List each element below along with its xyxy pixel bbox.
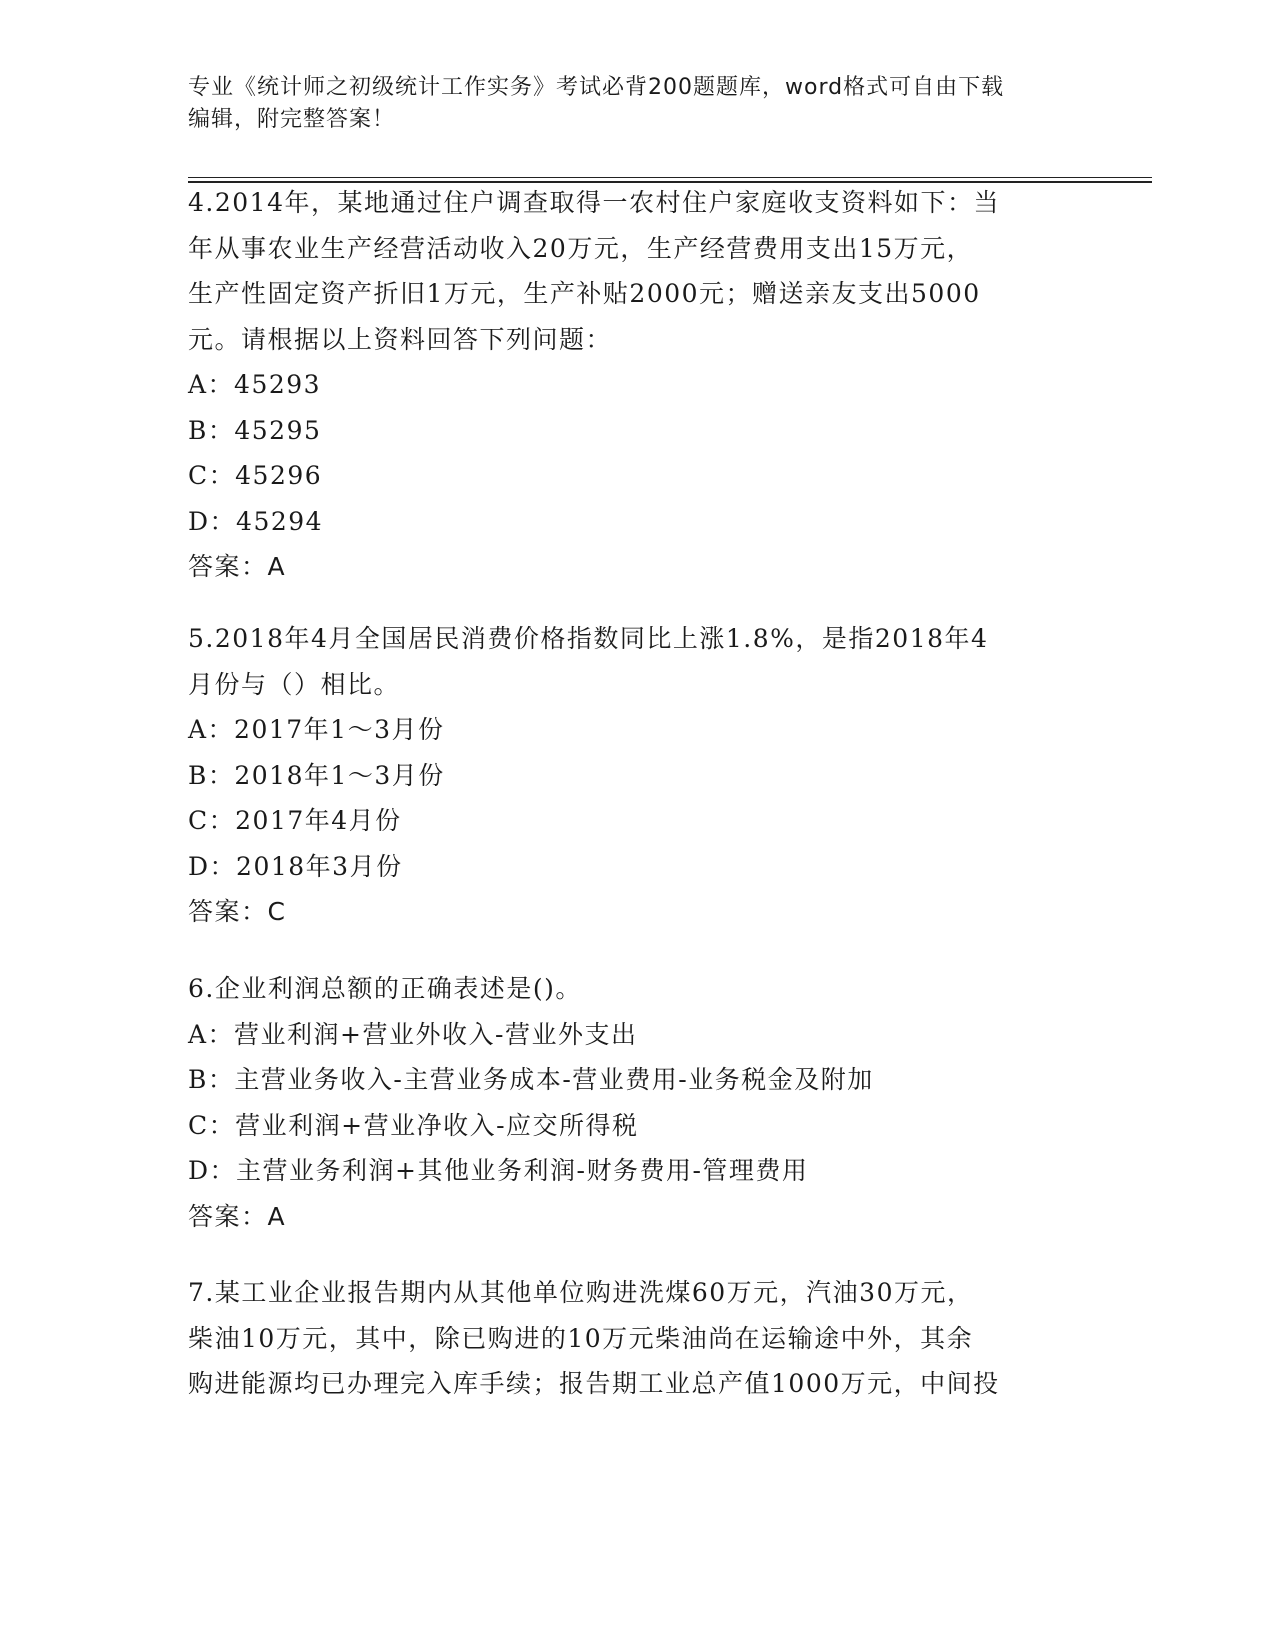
question-stem-line: 柴油10万元，其中，除已购进的10万元柴油尚在运输途中外，其余: [188, 1323, 974, 1353]
answer-line: 答案：A: [188, 1201, 287, 1231]
question-6: [188, 966, 1088, 1239]
question-stem-line: 7.某工业企业报告期内从其他单位购进洗煤60万元，汽油30万元，: [188, 1278, 974, 1307]
question-stem-line: 元。请根据以上资料回答下列问题：: [188, 324, 613, 354]
option-b: B：主营业务收入-主营业务成本-营业费用-业务税金及附加: [188, 1065, 874, 1094]
option-b: B：45295: [188, 415, 322, 445]
option-c: C：营业利润+营业净收入-应交所得税: [188, 1110, 639, 1140]
question-stem-line: 生产性固定资产折旧1万元，生产补贴2000元；赠送亲友支出5000: [188, 279, 981, 308]
question-stem-line: 4.2014年，某地通过住户调查取得一农村住户家庭收支资料如下：当: [188, 188, 1000, 217]
option-d: D：主营业务利润+其他业务利润-财务费用-管理费用: [188, 1156, 809, 1185]
option-b: B：2018年1～3月份: [188, 760, 445, 790]
header-divider-thin: [188, 177, 1152, 178]
question-stem-line: 月份与（）相比。: [188, 669, 401, 699]
question-stem-line: 6.企业利润总额的正确表述是()。: [188, 974, 582, 1003]
option-d: D：45294: [188, 506, 324, 536]
option-a: A：2017年1～3月份: [188, 715, 445, 744]
option-a: A：营业利润+营业外收入-营业外支出: [188, 1019, 638, 1049]
option-a: A：45293: [188, 370, 322, 399]
answer-line: 答案：A: [188, 552, 287, 581]
question-stem-line: 5.2018年4月全国居民消费价格指数同比上涨1.8%，是指2018年4: [188, 624, 989, 653]
question-5: [188, 616, 1088, 935]
option-c: C：2017年4月份: [188, 806, 402, 835]
question-4: [188, 180, 1088, 590]
question-7: [188, 1270, 1088, 1407]
question-stem-line: 年从事农业生产经营活动收入20万元，生产经营费用支出15万元，: [188, 233, 974, 263]
question-stem-line: 购进能源均已办理完入库手续；报告期工业总产值1000万元，中间投: [188, 1369, 1000, 1398]
option-c: C：45296: [188, 461, 323, 490]
header-title-line-2: 编辑，附完整答案！: [188, 107, 396, 132]
answer-line: 答案：C: [188, 897, 287, 926]
document-header: [188, 72, 1088, 136]
option-d: D：2018年3月份: [188, 851, 403, 881]
header-title-line-1: 专业《统计师之初级统计工作实务》考试必背200题题库，word格式可自由下载: [188, 75, 1005, 100]
